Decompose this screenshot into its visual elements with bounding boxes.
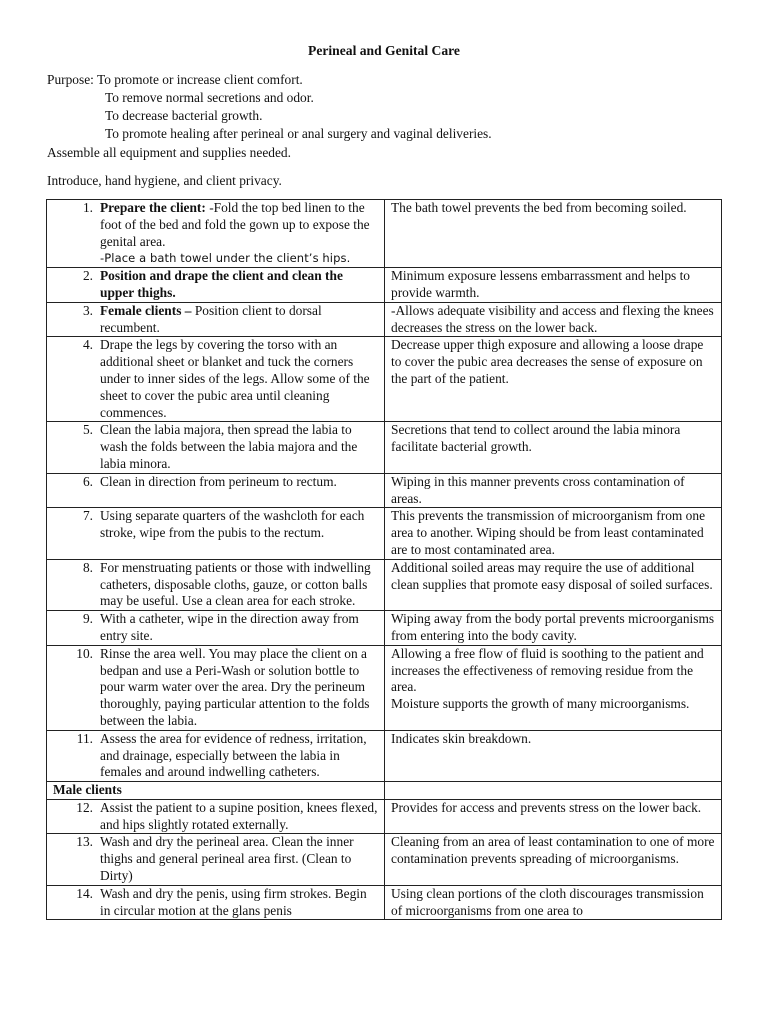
step-number: 6. bbox=[82, 473, 93, 489]
step-text bbox=[100, 886, 380, 920]
step-number: 9. bbox=[82, 611, 93, 627]
intro-instruction: Introduce, hand hygiene, and client privacy. bbox=[47, 173, 282, 188]
purpose-item: To remove normal secretions and odor. bbox=[105, 90, 314, 105]
step-note: -Place a bath towel under the client’s hips. bbox=[100, 251, 351, 266]
step-number: 11. bbox=[76, 730, 93, 746]
step-heading: Female clients – bbox=[100, 302, 192, 318]
procedure-step-row bbox=[47, 834, 722, 885]
rationale-cell bbox=[385, 730, 722, 781]
document-title: Perineal and Genital Care bbox=[308, 43, 460, 58]
rationale-text: This prevents the transmission of microorganism from one area to another. Wiping should be from least contaminated are to most contaminated area. bbox=[391, 508, 706, 557]
step-text bbox=[100, 731, 380, 781]
rationale-text: Secretions that tend to collect around the labia minora facilitate bacterial growth. bbox=[391, 422, 681, 455]
rationale-text: Using clean portions of the cloth discourages transmission of microorganisms from one area to bbox=[391, 885, 704, 918]
step-text bbox=[100, 337, 380, 421]
assemble-instruction: Assemble all equipment and supplies needed. bbox=[47, 145, 291, 160]
step-description: Clean in direction from perineum to rectum. bbox=[100, 473, 337, 489]
rationale-cell bbox=[385, 834, 722, 885]
purpose-item: To decrease bacterial growth. bbox=[105, 108, 263, 123]
step-cell bbox=[47, 730, 385, 781]
rationale-text: -Allows adequate visibility and access and flexing the knees decreases the stress on the lower back. bbox=[391, 302, 714, 335]
procedure-table-body bbox=[47, 200, 722, 920]
step-description: Drape the legs by covering the torso with an additional sheet or blanket and tuck the corners under to inner sides of the legs. Allow some of the sheet to cover the pubic area until cleaning commences. bbox=[100, 337, 373, 420]
step-number: 2. bbox=[82, 268, 93, 284]
rationale-text: Moisture supports the growth of many microorganisms. bbox=[391, 696, 690, 712]
empty-cell bbox=[385, 782, 722, 800]
rationale-cell bbox=[385, 473, 722, 508]
rationale-cell bbox=[385, 268, 722, 303]
step-cell bbox=[47, 559, 385, 610]
step-description: Rinse the area well. You may place the client on a bedpan and use a Peri-Wash or solution bottle to pour warm water over the area. Dry the perineum thoroughly, paying particular attention to the folds between the labia. bbox=[100, 645, 373, 728]
step-description: Assist the patient to a supine position, knees flexed, and hips slightly rotated externally. bbox=[100, 799, 381, 832]
procedure-step-row bbox=[47, 422, 722, 473]
rationale-cell bbox=[385, 337, 722, 422]
step-number: 4. bbox=[82, 337, 93, 353]
step-text bbox=[100, 800, 380, 834]
step-cell bbox=[47, 473, 385, 508]
step-number: 7. bbox=[82, 508, 93, 524]
step-description: Position client to dorsal recumbent. bbox=[100, 302, 326, 335]
rationale-cell bbox=[385, 611, 722, 646]
step-text bbox=[100, 200, 380, 267]
procedure-step-row bbox=[47, 799, 722, 834]
step-cell bbox=[47, 508, 385, 559]
step-cell bbox=[47, 834, 385, 885]
step-number: 1. bbox=[82, 200, 93, 215]
rationale-text: Additional soiled areas may require the use of additional clean supplies that promote easy disposal of soiled surfaces. bbox=[391, 559, 713, 592]
step-text bbox=[100, 508, 380, 542]
rationale-cell bbox=[385, 200, 722, 268]
rationale-cell bbox=[385, 302, 722, 337]
procedure-step-row bbox=[47, 611, 722, 646]
step-cell bbox=[47, 422, 385, 473]
procedure-step-row bbox=[47, 473, 722, 508]
step-description: Using separate quarters of the washcloth for each stroke, wipe from the pubis to the rectum. bbox=[100, 508, 368, 541]
step-number: 5. bbox=[82, 422, 93, 438]
step-text bbox=[100, 422, 380, 472]
rationale-text: Wiping away from the body portal prevents microorganisms from entering into the body cavity. bbox=[391, 611, 715, 643]
step-text bbox=[100, 560, 380, 610]
step-cell bbox=[47, 200, 385, 268]
rationale-cell bbox=[385, 645, 722, 730]
procedure-step-row bbox=[47, 645, 722, 730]
procedure-step-row bbox=[47, 337, 722, 422]
purpose-line bbox=[47, 71, 747, 89]
rationale-cell bbox=[385, 508, 722, 559]
step-cell bbox=[47, 645, 385, 730]
rationale-text: The bath towel prevents the bed from becoming soiled. bbox=[391, 200, 687, 215]
step-number: 13. bbox=[76, 834, 93, 850]
step-heading: Position and drape the client and clean the upper thighs. bbox=[100, 268, 343, 300]
rationale-text: Cleaning from an area of least contamination to one of more contamination prevents spreading of microorganisms. bbox=[391, 834, 715, 867]
rationale-cell bbox=[385, 799, 722, 834]
rationale-text: Allowing a free flow of fluid is soothing to the patient and increases the effectiveness of removing residue from the area. bbox=[391, 645, 704, 695]
section-header-row bbox=[47, 782, 722, 800]
step-cell bbox=[47, 268, 385, 303]
step-description: Assess the area for evidence of redness, irritation, and drainage, especially between the labia in females and around indwelling catheters. bbox=[100, 730, 370, 780]
step-number: 10. bbox=[76, 645, 93, 661]
step-cell bbox=[47, 799, 385, 834]
step-cell bbox=[47, 302, 385, 337]
step-text bbox=[100, 646, 380, 730]
step-text bbox=[100, 834, 380, 884]
step-heading: Prepare the client: bbox=[100, 200, 206, 215]
procedure-step-row bbox=[47, 885, 722, 920]
purpose-item: To promote or increase client comfort. bbox=[96, 72, 303, 87]
step-description: With a catheter, wipe in the direction away from entry site. bbox=[100, 611, 363, 643]
rationale-cell bbox=[385, 422, 722, 473]
procedure-step-row bbox=[47, 302, 722, 337]
step-number: 14. bbox=[76, 885, 93, 901]
procedure-step-row bbox=[47, 559, 722, 610]
purpose-section bbox=[47, 71, 747, 143]
procedure-step-row bbox=[47, 268, 722, 303]
rationale-text: Wiping in this manner prevents cross contamination of areas. bbox=[391, 473, 685, 506]
step-text bbox=[100, 303, 380, 337]
step-number: 12. bbox=[76, 799, 93, 815]
step-description: Clean the labia majora, then spread the labia to wash the folds between the labia majora and the labia minora. bbox=[100, 422, 361, 471]
rationale-cell bbox=[385, 885, 722, 920]
step-text bbox=[100, 268, 380, 302]
rationale-text: Decrease upper thigh exposure and allowing a loose drape to cover the pubic area decreases the sense of exposure on the part of the patient. bbox=[391, 337, 704, 386]
step-description: For menstruating patients or those with indwelling catheters, disposable cloths, gauze, or cotton balls may be useful. Use a clean area for each stroke. bbox=[100, 559, 375, 609]
rationale-text: Minimum exposure lessens embarrassment and helps to provide warmth. bbox=[391, 268, 691, 300]
procedure-step-row bbox=[47, 200, 722, 268]
step-description: Wash and dry the perineal area. Clean the inner thighs and general perineal area first. (Clean to Dirty) bbox=[100, 834, 357, 884]
procedure-table bbox=[46, 199, 722, 920]
rationale-text: Indicates skin breakdown. bbox=[391, 730, 532, 746]
step-number: 3. bbox=[82, 302, 93, 318]
step-description: Wash and dry the penis, using firm strokes. Begin in circular motion at the glans penis bbox=[100, 885, 371, 918]
rationale-text: Provides for access and prevents stress on the lower back. bbox=[391, 799, 702, 815]
procedure-step-row bbox=[47, 730, 722, 781]
purpose-item: To promote healing after perineal or anal surgery and vaginal deliveries. bbox=[105, 126, 492, 141]
step-cell bbox=[47, 337, 385, 422]
procedure-step-row bbox=[47, 508, 722, 559]
purpose-label: Purpose: bbox=[47, 72, 94, 87]
step-description: -Fold the top bed linen to the foot of the bed and fold the gown up to expose the genital area. bbox=[100, 200, 373, 249]
step-text bbox=[100, 611, 380, 645]
rationale-cell bbox=[385, 559, 722, 610]
step-number: 8. bbox=[82, 559, 93, 575]
step-text bbox=[100, 474, 380, 491]
step-cell bbox=[47, 885, 385, 920]
step-cell bbox=[47, 611, 385, 646]
section-header: Male clients bbox=[47, 782, 385, 800]
